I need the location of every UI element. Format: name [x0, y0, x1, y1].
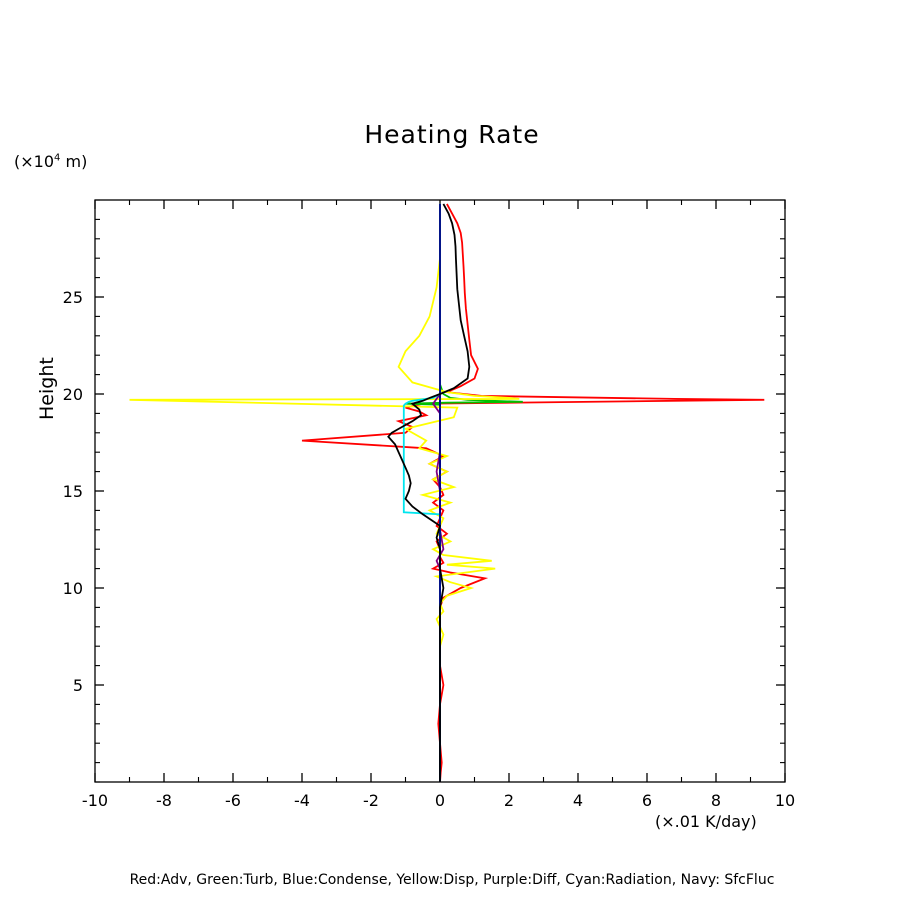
y-axis-label: Height	[36, 357, 58, 420]
legend-caption: Red:Adv, Green:Turb, Blue:Condense, Yellow:Disp, Purple:Diff, Cyan:Radiation, Navy: SfcFluc	[129, 872, 775, 888]
x-tick-label: 4	[572, 791, 584, 810]
x-tick-label: -8	[156, 791, 172, 810]
x-tick-label: -4	[294, 791, 310, 810]
x-tick-label: -10	[81, 791, 109, 810]
y-tick-label: 15	[62, 482, 83, 501]
x-tick-label: 8	[710, 791, 722, 810]
x-axis-unit-label: (×.01 K/day)	[655, 812, 757, 831]
x-tick-label: -6	[225, 791, 241, 810]
y-axis-unit-label: ($\times 10^4$ m)	[14, 152, 88, 171]
x-tick-label: 6	[641, 791, 653, 810]
y-tick-label: 10	[62, 579, 83, 598]
page-title: Heating Rate	[364, 120, 540, 149]
y-tick-label: 5	[72, 676, 83, 695]
x-tick-label: -2	[363, 791, 379, 810]
y-tick-label: 25	[62, 288, 83, 307]
series-line-disp	[130, 204, 520, 782]
x-tick-label: 0	[434, 791, 446, 810]
x-tick-label: 10	[774, 791, 796, 810]
series-line-adv	[302, 204, 764, 782]
x-tick-label: 2	[503, 791, 515, 810]
series-line-radiation	[404, 204, 440, 782]
y-tick-label: 20	[62, 385, 83, 404]
